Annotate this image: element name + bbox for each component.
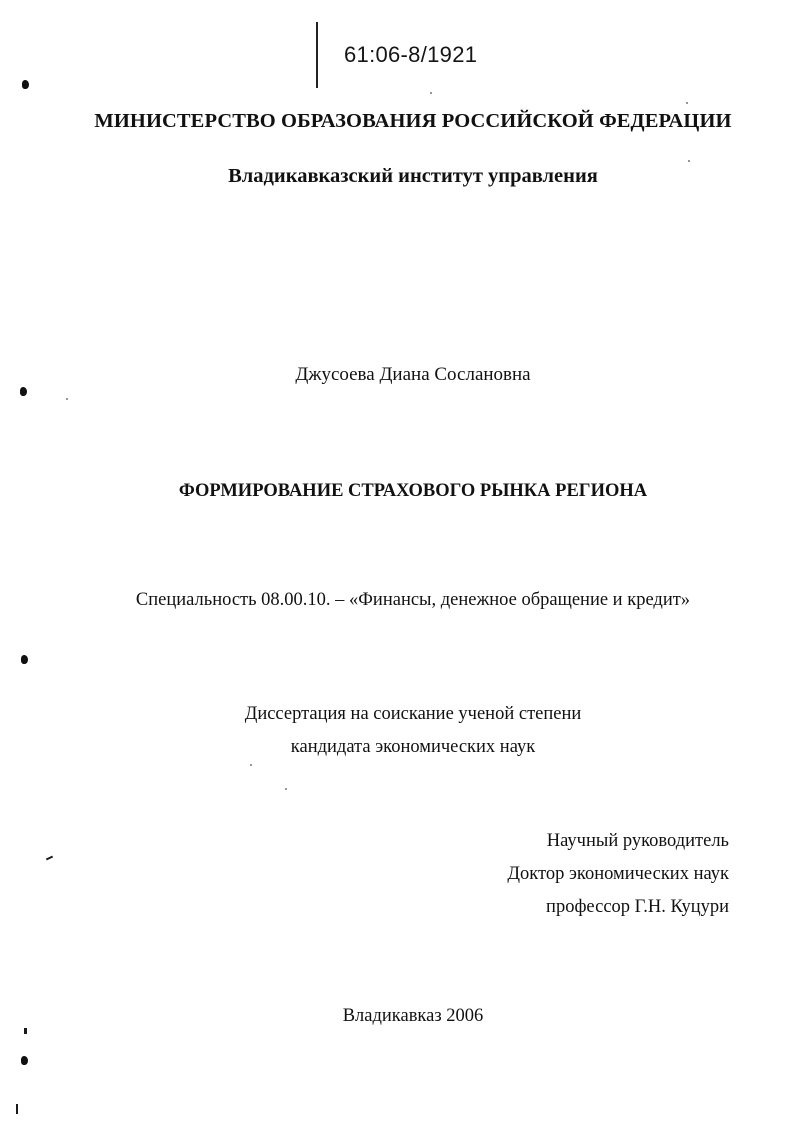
city-year: Владикавказ 2006: [342, 1006, 484, 1026]
dissertation-title: ФОРМИРОВАНИЕ СТРАХОВОГО РЫНКА РЕГИОНА: [178, 481, 648, 501]
scan-dot-mark: [24, 1028, 27, 1034]
scan-speck: [688, 160, 690, 162]
supervisor-role: Научный руководитель: [546, 831, 729, 851]
scan-dot-mark: [16, 1104, 18, 1114]
supervisor-name: профессор Г.Н. Куцури: [546, 897, 729, 917]
stamp-divider-line: [316, 22, 318, 88]
ministry-heading: МИНИСТЕРСТВО ОБРАЗОВАНИЯ РОССИЙСКОЙ ФЕДЕРАЦИИ: [94, 110, 732, 132]
punch-hole-mark: [22, 80, 29, 89]
supervisor-degree: Доктор экономических наук: [507, 864, 729, 884]
scan-speck: [66, 398, 68, 400]
dissertation-degree-line-1: Диссертация на соискание ученой степени: [244, 704, 582, 724]
scan-speck: [686, 102, 688, 104]
scan-speck: [430, 92, 432, 94]
scan-dash-mark: [46, 856, 53, 861]
institute-heading: Владикавказский институт управления: [228, 165, 598, 187]
punch-hole-mark: [20, 387, 27, 396]
scan-speck: [285, 788, 287, 790]
scan-speck: [250, 764, 252, 766]
archive-stamp-code: 61:06-8/1921: [344, 42, 478, 67]
punch-hole-mark: [21, 655, 28, 664]
specialty-line: Специальность 08.00.10. – «Финансы, денежное обращение и кредит»: [135, 590, 691, 610]
author-name: Джусоева Диана Сослановна: [295, 364, 531, 385]
punch-hole-mark: [21, 1056, 28, 1065]
dissertation-degree-line-2: кандидата экономических наук: [290, 737, 536, 757]
